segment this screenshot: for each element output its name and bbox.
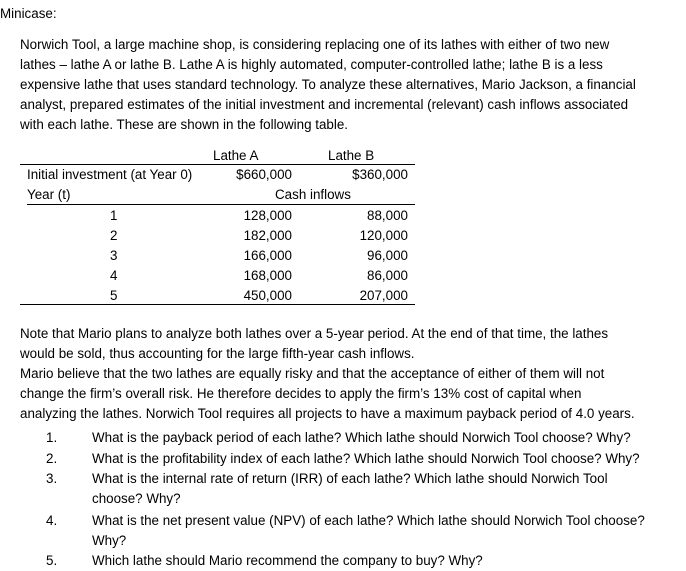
year-cell: 4	[110, 268, 118, 283]
intro-line: lathes – lathe A or lathe B. Lathe A is highly automated, computer-controlled lathe; lathe B is a less	[20, 57, 603, 72]
question-number: 2.	[46, 451, 58, 466]
lathe-a-cell: 168,000	[243, 268, 292, 283]
lathe-a-cell: 128,000	[243, 208, 292, 223]
intro-line: analyst, prepared estimates of the initial investment and incremental (relevant) cash inflows associated	[20, 97, 629, 112]
lathe-b-cell: 120,000	[359, 228, 408, 243]
lathe-b-cell: 86,000	[367, 268, 408, 283]
note-paragraph	[20, 324, 670, 424]
note-line: analyzing the lathes. Norwich Tool requires all projects to have a maximum payback period of 4.0 years.	[20, 406, 635, 421]
note-line: would be sold, thus accounting for the large fifth-year cash inflows.	[20, 346, 415, 361]
question-number: 1.	[46, 430, 58, 445]
question-text-continued: Why?	[92, 533, 127, 548]
note-line: Note that Mario plans to analyze both lathes over a 5-year period. At the end of that time, the lathes	[20, 326, 609, 341]
initial-investment-label: Initial investment (at Year 0)	[27, 167, 193, 182]
question-text: What is the net present value (NPV) of each lathe? Which lathe should Norwich Tool choose?	[92, 513, 645, 528]
question-number: 5.	[46, 553, 58, 568]
intro-line: expensive lathe that uses standard technology. To analyze these alternatives, Mario Jackson, a financial	[20, 77, 636, 92]
table-header-rule	[27, 204, 415, 205]
intro-line: Norwich Tool, a large machine shop, is considering replacing one of its lathes with either of two new	[20, 37, 610, 52]
question-number: 3.	[46, 471, 58, 486]
initial-investment-lathe-b: $360,000	[352, 167, 408, 182]
initial-investment-lathe-a: $660,000	[236, 167, 292, 182]
intro-paragraph	[20, 35, 660, 135]
cash-inflows-label: Cash inflows	[275, 187, 351, 202]
question-text-continued: choose? Why?	[92, 491, 181, 506]
question-text: What is the internal rate of return (IRR) of each lathe? Which lathe should Norwich Tool	[92, 471, 608, 486]
question-text: What is the profitability index of each lathe? Which lathe should Norwich Tool choose? Why?	[92, 451, 640, 466]
year-cell: 5	[110, 288, 118, 303]
lathe-a-cell: 450,000	[243, 288, 292, 303]
year-cell: 3	[110, 248, 118, 263]
year-cell: 1	[110, 208, 118, 223]
question-text: What is the payback period of each lathe? Which lathe should Norwich Tool choose? Why?	[92, 430, 631, 445]
lathe-b-cell: 207,000	[359, 288, 408, 303]
minicase-title: Minicase:	[0, 6, 57, 21]
intro-line: with each lathe. These are shown in the following table.	[20, 117, 349, 132]
table-bottom-rule	[20, 304, 415, 305]
lathe-b-cell: 96,000	[367, 248, 408, 263]
year-cell: 2	[110, 228, 118, 243]
column-header-lathe-b: Lathe B	[328, 148, 375, 163]
year-label: Year (t)	[27, 187, 71, 202]
lathe-a-cell: 166,000	[243, 248, 292, 263]
lathe-a-cell: 182,000	[243, 228, 292, 243]
lathe-b-cell: 88,000	[367, 208, 408, 223]
note-line: Mario believe that the two lathes are equally risky and that the acceptance of either of them will not	[20, 366, 605, 381]
column-header-lathe-a: Lathe A	[213, 148, 259, 163]
question-number: 4.	[46, 513, 58, 528]
note-line: change the firm’s overall risk. He therefore decides to apply the firm’s 13% cost of capital when	[20, 386, 582, 401]
question-text: Which lathe should Mario recommend the company to buy? Why?	[92, 553, 483, 568]
